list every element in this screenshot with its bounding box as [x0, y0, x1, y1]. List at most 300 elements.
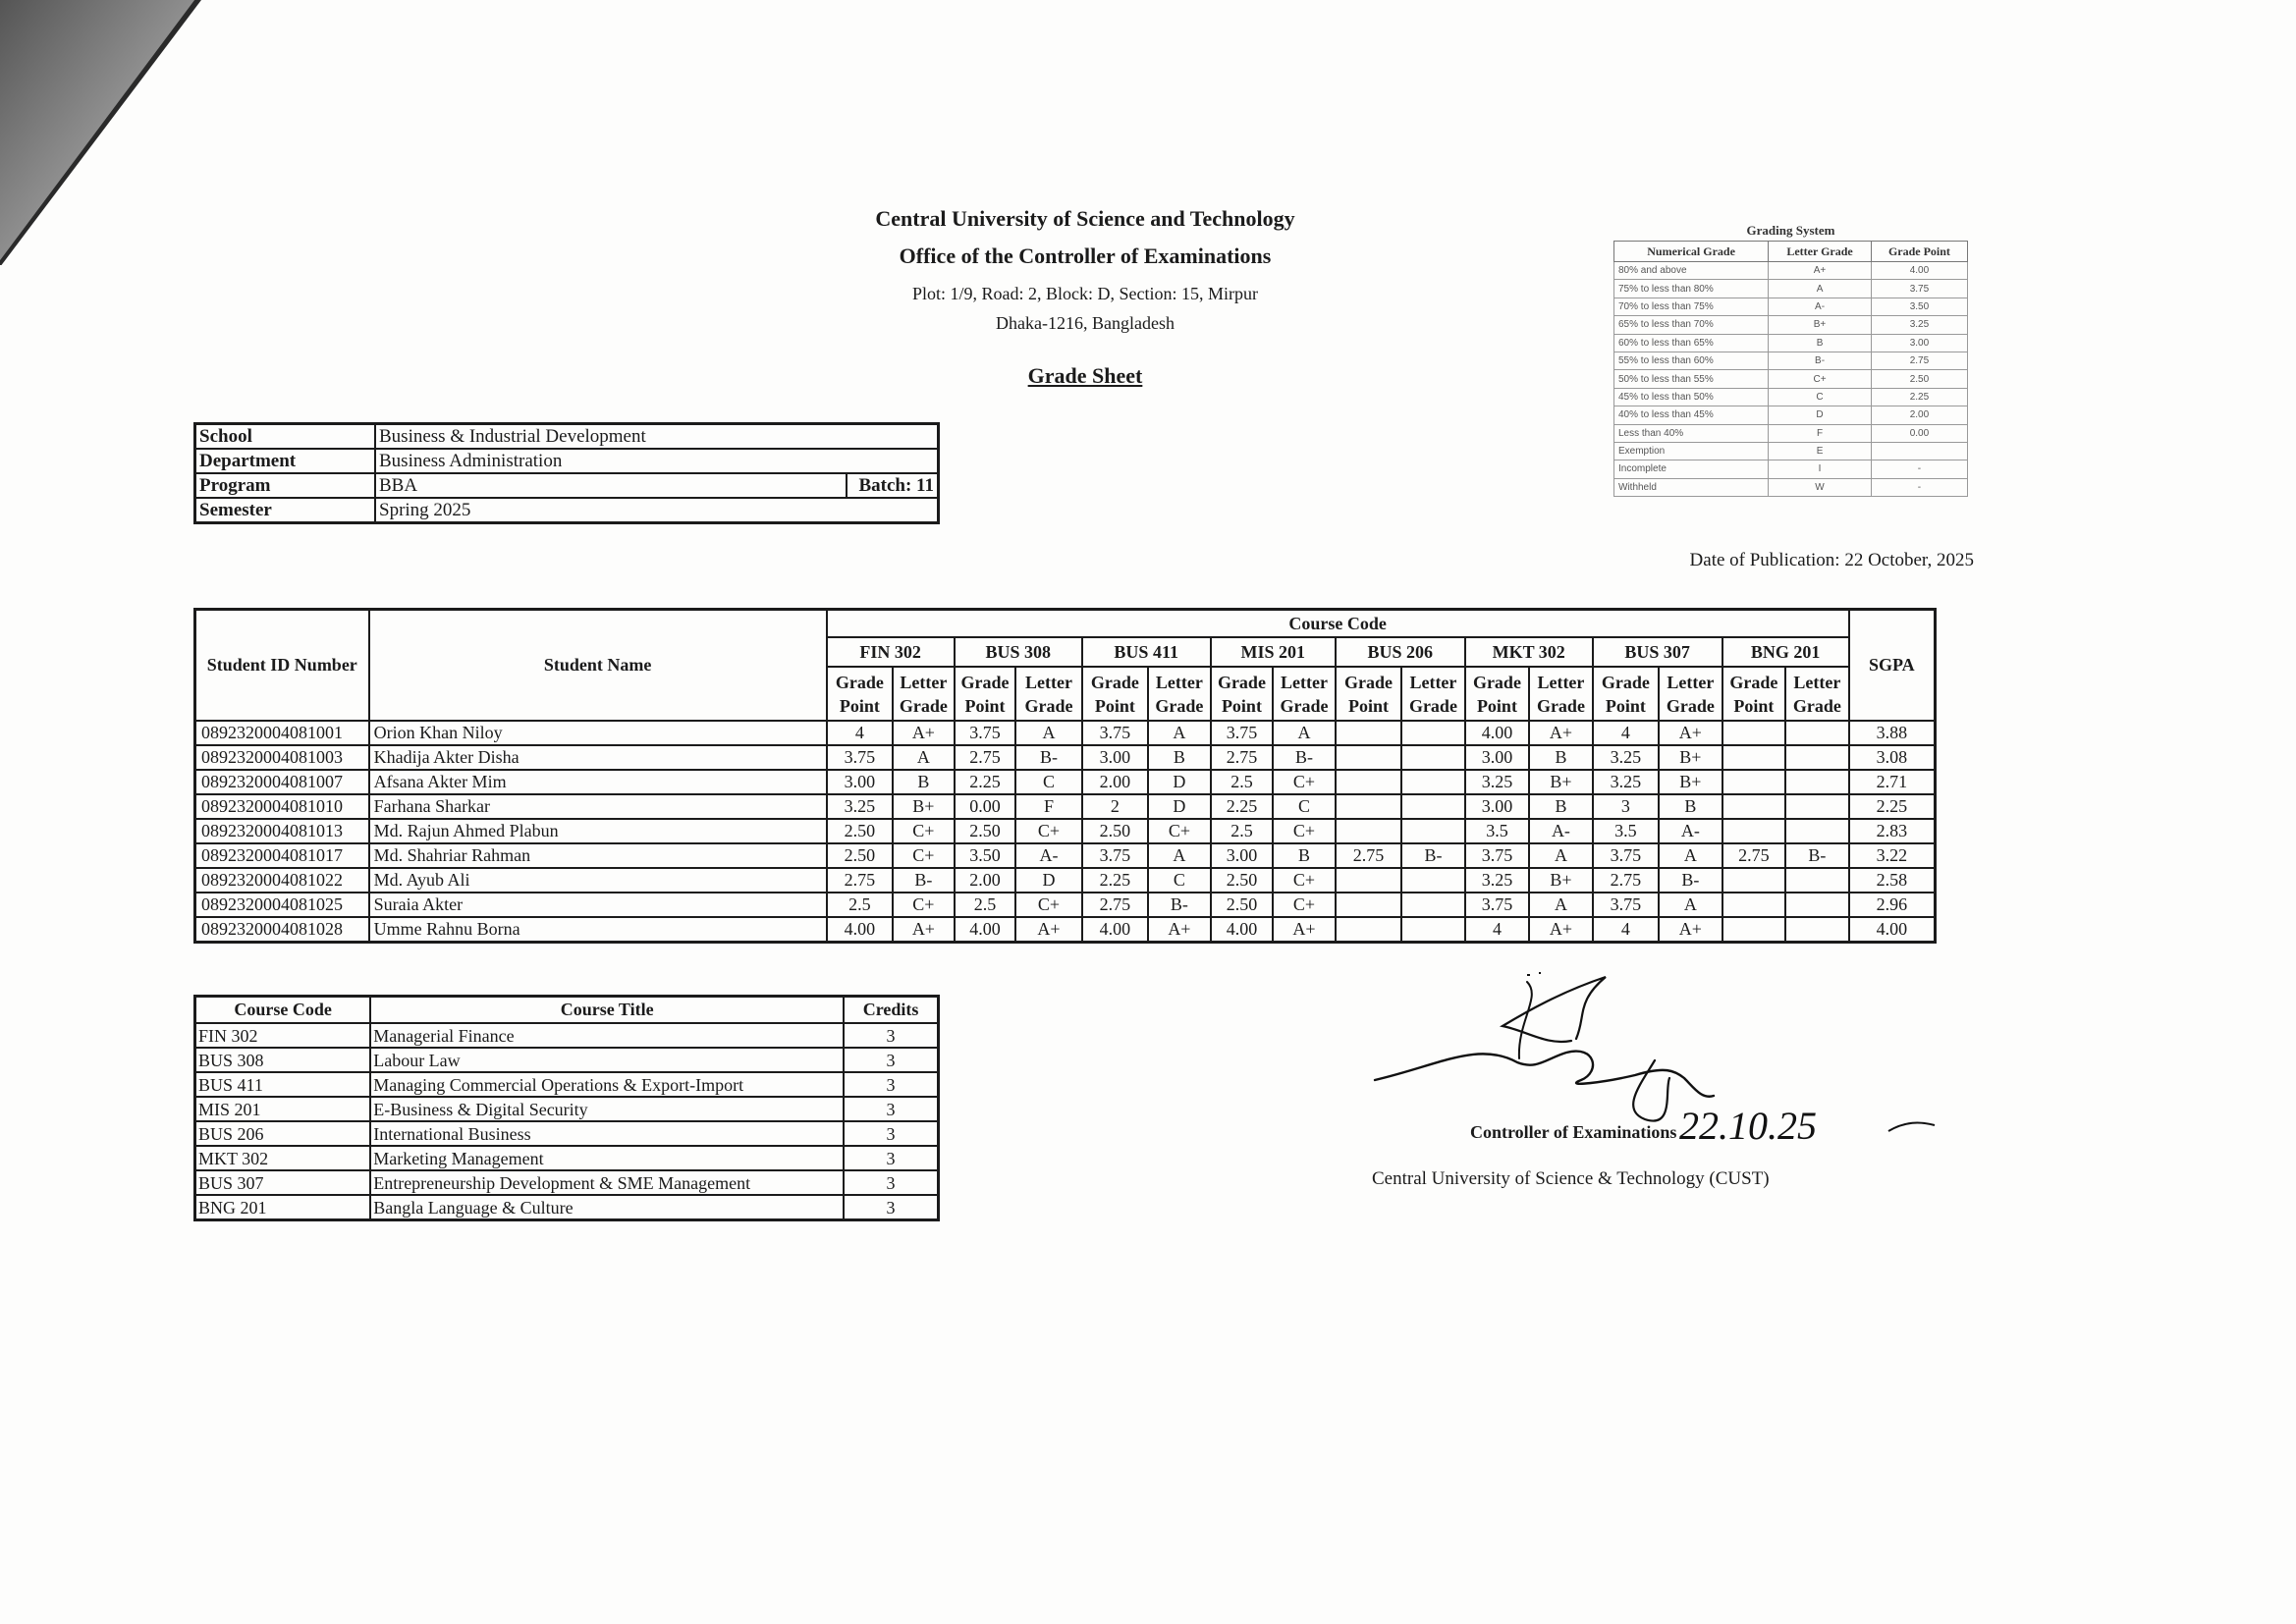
letter-grade-cell: B+: [893, 794, 955, 819]
controller-title: Controller of Examinations: [1470, 1122, 1677, 1142]
course-code: BUS 308: [195, 1048, 371, 1072]
grading-cell: Exemption: [1614, 442, 1769, 460]
grading-system-table: [1613, 241, 1968, 497]
letter-grade-cell: B-: [1659, 868, 1722, 893]
grading-cell: 40% to less than 45%: [1614, 406, 1769, 424]
grade-point-cell: 3.75: [1593, 843, 1659, 868]
department-value: Business Administration: [375, 449, 939, 473]
grade-point-cell: 2.5: [827, 893, 893, 917]
letter-grade-cell: A: [893, 745, 955, 770]
letter-grade-cell: C+: [1148, 819, 1211, 843]
grade-point-cell: [1336, 868, 1401, 893]
letter-grade-cell: C+: [893, 843, 955, 868]
grading-row: [1614, 352, 1968, 369]
grade-point-cell: [1722, 794, 1786, 819]
letter-grade-cell: B+: [1659, 770, 1722, 794]
grading-cell: 2.25: [1871, 388, 1967, 406]
institution-name: Central University of Science & Technology (CUST): [1372, 1168, 1770, 1189]
grade-sheet-title: Grade Sheet: [1027, 363, 1143, 388]
course-header: BUS 206: [1336, 637, 1465, 667]
table-row: [195, 893, 1936, 917]
grade-point-cell: 2.50: [827, 819, 893, 843]
grade-point-cell: 2.75: [955, 745, 1016, 770]
letter-grade-cell: A: [1273, 721, 1336, 745]
publication-date: Date of Publication: 22 October, 2025: [1689, 550, 1974, 570]
grading-cell: Withheld: [1614, 478, 1769, 496]
grading-row: [1614, 478, 1968, 496]
letter-grade-cell: [1785, 868, 1849, 893]
course-title: Entrepreneurship Development & SME Management: [370, 1170, 844, 1195]
letter-grade-cell: [1785, 794, 1849, 819]
letter-grade-cell: C+: [1015, 893, 1081, 917]
grade-point-cell: 2.25: [955, 770, 1016, 794]
letter-grade-cell: [1401, 893, 1465, 917]
grading-cell: 4.00: [1871, 262, 1967, 280]
grading-col-numerical: Numerical Grade: [1614, 242, 1769, 262]
letter-grade-cell: C+: [1273, 893, 1336, 917]
letter-grade-header: Letter Grade: [1148, 667, 1211, 721]
course-header: BNG 201: [1722, 637, 1849, 667]
address-line-1: Plot: 1/9, Road: 2, Block: D, Section: 15, Mirpur: [912, 284, 1258, 303]
course-list-row: [195, 1195, 939, 1220]
letter-grade-header: Letter Grade: [1529, 667, 1593, 721]
grade-point-header: Grade Point: [1082, 667, 1148, 721]
grade-point-cell: [1722, 721, 1786, 745]
grading-cell: 3.50: [1871, 298, 1967, 315]
grade-point-cell: 3.75: [955, 721, 1016, 745]
program-info-table: [193, 422, 940, 524]
grade-point-cell: 3.75: [827, 745, 893, 770]
letter-grade-cell: C: [1273, 794, 1336, 819]
batch-value: Batch: 11: [847, 473, 939, 498]
grading-cell: 50% to less than 55%: [1614, 370, 1769, 388]
letter-grade-cell: A: [1529, 893, 1593, 917]
grading-cell: W: [1769, 478, 1872, 496]
student-name: Md. Ayub Ali: [369, 868, 827, 893]
grading-row: [1614, 388, 1968, 406]
office-name: Office of the Controller of Examinations: [899, 244, 1272, 268]
department-label: Department: [195, 449, 376, 473]
sgpa-cell: 2.58: [1849, 868, 1936, 893]
letter-grade-cell: C: [1148, 868, 1211, 893]
grading-cell: E: [1769, 442, 1872, 460]
grade-point-cell: 3: [1593, 794, 1659, 819]
grade-point-cell: [1336, 893, 1401, 917]
grading-cell: 80% and above: [1614, 262, 1769, 280]
letter-grade-cell: A+: [893, 721, 955, 745]
letter-grade-cell: [1401, 819, 1465, 843]
table-row: [195, 819, 1936, 843]
letter-grade-cell: D: [1015, 868, 1081, 893]
letter-grade-cell: A+: [1273, 917, 1336, 943]
course-list-row: [195, 1097, 939, 1121]
letter-grade-cell: A-: [1529, 819, 1593, 843]
sgpa-cell: 4.00: [1849, 917, 1936, 943]
course-list-row: [195, 1072, 939, 1097]
grade-point-cell: 2.50: [827, 843, 893, 868]
grade-point-cell: 2.75: [1082, 893, 1148, 917]
grade-point-cell: 3.75: [1593, 893, 1659, 917]
student-name: Md. Shahriar Rahman: [369, 843, 827, 868]
grading-row: [1614, 424, 1968, 442]
course-header: MIS 201: [1211, 637, 1336, 667]
grade-point-cell: [1336, 745, 1401, 770]
letter-grade-cell: B-: [1148, 893, 1211, 917]
grading-cell: 3.75: [1871, 280, 1967, 298]
course-list-table: [193, 995, 940, 1221]
course-code: BNG 201: [195, 1195, 371, 1220]
grade-point-cell: 3.00: [1082, 745, 1148, 770]
grade-point-cell: [1722, 770, 1786, 794]
course-header: BUS 308: [955, 637, 1082, 667]
letter-grade-cell: [1785, 721, 1849, 745]
info-row-school: [195, 424, 939, 450]
grade-point-header: Grade Point: [1722, 667, 1786, 721]
student-id: 0892320004081010: [195, 794, 369, 819]
letter-grade-cell: B-: [893, 868, 955, 893]
grading-cell: C: [1769, 388, 1872, 406]
course-list-row: [195, 1023, 939, 1048]
address-line-2: Dhaka-1216, Bangladesh: [996, 313, 1175, 333]
grading-cell: 2.00: [1871, 406, 1967, 424]
grading-cell: -: [1871, 478, 1967, 496]
grading-cell: C+: [1769, 370, 1872, 388]
grading-row: [1614, 442, 1968, 460]
grading-cell: Less than 40%: [1614, 424, 1769, 442]
student-name: Khadija Akter Disha: [369, 745, 827, 770]
letter-grade-cell: B-: [1785, 843, 1849, 868]
grading-cell: 70% to less than 75%: [1614, 298, 1769, 315]
grading-cell: B+: [1769, 316, 1872, 334]
letter-grade-cell: A-: [1659, 819, 1722, 843]
grade-point-cell: 3.00: [1465, 794, 1529, 819]
letter-grade-cell: [1401, 770, 1465, 794]
course-credits: 3: [844, 1072, 938, 1097]
letter-grade-cell: B-: [1401, 843, 1465, 868]
grade-point-cell: 2.00: [1082, 770, 1148, 794]
course-list-header: [195, 997, 939, 1024]
grading-cell: A: [1769, 280, 1872, 298]
info-row-program: [195, 473, 939, 498]
letter-grade-header: Letter Grade: [1273, 667, 1336, 721]
course-code: MIS 201: [195, 1097, 371, 1121]
course-title: Managerial Finance: [370, 1023, 844, 1048]
grade-point-cell: 3.25: [827, 794, 893, 819]
letter-grade-cell: A+: [1529, 917, 1593, 943]
grade-point-cell: [1336, 770, 1401, 794]
grading-cell: A-: [1769, 298, 1872, 315]
student-id: 0892320004081022: [195, 868, 369, 893]
student-id: 0892320004081028: [195, 917, 369, 943]
letter-grade-cell: A: [1659, 843, 1722, 868]
student-name: Afsana Akter Mim: [369, 770, 827, 794]
student-name: Suraia Akter: [369, 893, 827, 917]
grading-cell: A+: [1769, 262, 1872, 280]
letter-grade-header: Letter Grade: [1015, 667, 1081, 721]
course-list-col-title: Course Title: [370, 997, 844, 1024]
letter-grade-cell: [1401, 794, 1465, 819]
course-header: MKT 302: [1465, 637, 1593, 667]
grade-point-cell: 3.25: [1593, 770, 1659, 794]
grading-cell: [1871, 442, 1967, 460]
course-code: BUS 411: [195, 1072, 371, 1097]
letter-grade-cell: A+: [1148, 917, 1211, 943]
table-row: [195, 843, 1936, 868]
grade-point-cell: 2.50: [1211, 893, 1274, 917]
grade-point-cell: [1336, 917, 1401, 943]
grade-point-cell: [1722, 917, 1786, 943]
grading-cell: I: [1769, 460, 1872, 478]
grading-col-point: Grade Point: [1871, 242, 1967, 262]
grade-point-header: Grade Point: [1593, 667, 1659, 721]
course-list-row: [195, 1121, 939, 1146]
table-row: [195, 770, 1936, 794]
student-name: Orion Khan Niloy: [369, 721, 827, 745]
grade-point-cell: 4.00: [1465, 721, 1529, 745]
letter-grade-cell: A-: [1015, 843, 1081, 868]
grade-point-cell: 3.00: [1465, 745, 1529, 770]
course-code: BUS 206: [195, 1121, 371, 1146]
course-list-col-code: Course Code: [195, 997, 371, 1024]
grade-point-cell: [1336, 794, 1401, 819]
letter-grade-cell: [1401, 745, 1465, 770]
letter-grade-cell: A+: [1659, 917, 1722, 943]
grading-cell: 0.00: [1871, 424, 1967, 442]
grade-point-cell: [1722, 819, 1786, 843]
letter-grade-cell: C+: [893, 819, 955, 843]
grade-point-header: Grade Point: [1211, 667, 1274, 721]
grade-point-cell: 3.5: [1465, 819, 1529, 843]
letter-grade-cell: A: [1148, 843, 1211, 868]
grading-cell: B-: [1769, 352, 1872, 369]
grade-point-cell: 3.75: [1211, 721, 1274, 745]
grading-cell: 3.00: [1871, 334, 1967, 352]
grading-system: [1613, 221, 1968, 497]
grade-point-cell: 4.00: [827, 917, 893, 943]
grade-point-cell: 4: [827, 721, 893, 745]
col-student-id: Student ID Number: [195, 610, 369, 722]
letter-grade-cell: D: [1148, 794, 1211, 819]
grade-point-cell: 3.00: [827, 770, 893, 794]
letter-grade-cell: A+: [1659, 721, 1722, 745]
course-list-col-credits: Credits: [844, 997, 938, 1024]
letter-grade-header: Letter Grade: [1785, 667, 1849, 721]
grade-point-cell: 0.00: [955, 794, 1016, 819]
table-row: [195, 794, 1936, 819]
table-row: [195, 745, 1936, 770]
course-credits: 3: [844, 1146, 938, 1170]
col-course-code: Course Code: [827, 610, 1849, 638]
grading-cell: Incomplete: [1614, 460, 1769, 478]
grade-point-cell: 3.75: [1082, 721, 1148, 745]
student-id: 0892320004081007: [195, 770, 369, 794]
grading-col-letter: Letter Grade: [1769, 242, 1872, 262]
student-id: 0892320004081013: [195, 819, 369, 843]
table-row: [195, 917, 1936, 943]
grading-cell: 55% to less than 60%: [1614, 352, 1769, 369]
letter-grade-cell: [1785, 819, 1849, 843]
grade-point-cell: 4.00: [955, 917, 1016, 943]
grade-point-cell: 2.5: [955, 893, 1016, 917]
letter-grade-header: Letter Grade: [893, 667, 955, 721]
grade-point-cell: 2.75: [827, 868, 893, 893]
letter-grade-cell: B-: [1015, 745, 1081, 770]
letter-grade-cell: B: [893, 770, 955, 794]
grading-row: [1614, 316, 1968, 334]
letter-grade-cell: F: [1015, 794, 1081, 819]
letter-grade-cell: C+: [1273, 868, 1336, 893]
grade-point-cell: 4.00: [1211, 917, 1274, 943]
grading-cell: 3.25: [1871, 316, 1967, 334]
grade-point-cell: 3.5: [1593, 819, 1659, 843]
letter-grade-cell: C+: [893, 893, 955, 917]
grade-point-cell: 2.50: [1211, 868, 1274, 893]
letter-grade-cell: A: [1659, 893, 1722, 917]
course-code: BUS 307: [195, 1170, 371, 1195]
grade-point-cell: 2.75: [1211, 745, 1274, 770]
grading-cell: D: [1769, 406, 1872, 424]
sgpa-cell: 2.25: [1849, 794, 1936, 819]
university-name: Central University of Science and Technology: [875, 206, 1295, 231]
program-value: BBA: [375, 473, 847, 498]
grading-row: [1614, 298, 1968, 315]
grade-point-cell: [1336, 721, 1401, 745]
grade-point-cell: [1722, 893, 1786, 917]
course-credits: 3: [844, 1048, 938, 1072]
school-label: School: [195, 424, 376, 450]
grade-point-cell: 3.00: [1211, 843, 1274, 868]
letter-grade-cell: B: [1148, 745, 1211, 770]
student-id: 0892320004081017: [195, 843, 369, 868]
course-title: E-Business & Digital Security: [370, 1097, 844, 1121]
letter-grade-cell: [1401, 917, 1465, 943]
grading-cell: 65% to less than 70%: [1614, 316, 1769, 334]
grade-point-cell: 4: [1593, 721, 1659, 745]
sgpa-cell: 3.88: [1849, 721, 1936, 745]
letter-grade-cell: B: [1529, 794, 1593, 819]
course-credits: 3: [844, 1121, 938, 1146]
info-row-semester: [195, 498, 939, 523]
grade-point-cell: 4: [1593, 917, 1659, 943]
grade-point-cell: [1722, 745, 1786, 770]
grading-cell: -: [1871, 460, 1967, 478]
letter-grade-header: Letter Grade: [1401, 667, 1465, 721]
grading-cell: F: [1769, 424, 1872, 442]
grading-row: [1614, 262, 1968, 280]
grade-point-cell: 2.50: [955, 819, 1016, 843]
course-list-row: [195, 1146, 939, 1170]
table-row: [195, 721, 1936, 745]
course-title: International Business: [370, 1121, 844, 1146]
letter-grade-cell: B-: [1273, 745, 1336, 770]
grade-point-cell: [1336, 819, 1401, 843]
grade-point-cell: 2.00: [955, 868, 1016, 893]
letter-grade-cell: C: [1015, 770, 1081, 794]
grading-row: [1614, 370, 1968, 388]
letter-grade-cell: A: [1148, 721, 1211, 745]
letter-grade-cell: D: [1148, 770, 1211, 794]
grade-point-cell: [1722, 868, 1786, 893]
grade-point-cell: 2.5: [1211, 770, 1274, 794]
grading-row: [1614, 406, 1968, 424]
student-name: Farhana Sharkar: [369, 794, 827, 819]
grade-point-cell: 2.50: [1082, 819, 1148, 843]
grade-point-cell: 3.25: [1593, 745, 1659, 770]
grading-system-title: Grading System: [1746, 223, 1835, 238]
grade-table: [193, 608, 1937, 944]
grade-point-cell: 3.75: [1465, 843, 1529, 868]
school-value: Business & Industrial Development: [375, 424, 939, 450]
semester-label: Semester: [195, 498, 376, 523]
student-id: 0892320004081001: [195, 721, 369, 745]
course-header: BUS 411: [1082, 637, 1211, 667]
grade-point-cell: 3.25: [1465, 770, 1529, 794]
letter-grade-cell: B: [1659, 794, 1722, 819]
grade-point-cell: 2: [1082, 794, 1148, 819]
grade-point-cell: 2.5: [1211, 819, 1274, 843]
letter-grade-cell: [1401, 868, 1465, 893]
grade-point-cell: 2.25: [1082, 868, 1148, 893]
grading-cell: B: [1769, 334, 1872, 352]
col-student-name: Student Name: [369, 610, 827, 722]
letter-grade-cell: [1785, 745, 1849, 770]
letter-grade-cell: A+: [893, 917, 955, 943]
grade-header-row-1: [195, 610, 1936, 638]
sgpa-cell: 2.96: [1849, 893, 1936, 917]
course-credits: 3: [844, 1170, 938, 1195]
grade-point-cell: 2.75: [1336, 843, 1401, 868]
course-header: BUS 307: [1593, 637, 1722, 667]
course-list-row: [195, 1170, 939, 1195]
grading-cell: 2.50: [1871, 370, 1967, 388]
letter-grade-cell: A+: [1015, 917, 1081, 943]
letter-grade-cell: C+: [1273, 770, 1336, 794]
handwritten-date: 22.10.25: [1679, 1104, 1817, 1148]
sgpa-cell: 3.08: [1849, 745, 1936, 770]
course-credits: 3: [844, 1195, 938, 1220]
course-code: MKT 302: [195, 1146, 371, 1170]
letter-grade-cell: [1401, 721, 1465, 745]
course-credits: 3: [844, 1023, 938, 1048]
letter-grade-header: Letter Grade: [1659, 667, 1722, 721]
grading-row: [1614, 334, 1968, 352]
grading-cell: 2.75: [1871, 352, 1967, 369]
semester-value: Spring 2025: [375, 498, 939, 523]
course-title: Labour Law: [370, 1048, 844, 1072]
program-label: Program: [195, 473, 376, 498]
table-row: [195, 868, 1936, 893]
student-name: Umme Rahnu Borna: [369, 917, 827, 943]
student-id: 0892320004081025: [195, 893, 369, 917]
letter-grade-cell: A: [1015, 721, 1081, 745]
grade-point-cell: 3.75: [1465, 893, 1529, 917]
grade-point-cell: 3.75: [1082, 843, 1148, 868]
grade-point-cell: 2.75: [1593, 868, 1659, 893]
grade-point-cell: 3.25: [1465, 868, 1529, 893]
grade-point-cell: 3.50: [955, 843, 1016, 868]
col-sgpa: SGPA: [1849, 610, 1936, 722]
grade-point-cell: 2.25: [1211, 794, 1274, 819]
letter-grade-cell: C+: [1015, 819, 1081, 843]
course-title: Marketing Management: [370, 1146, 844, 1170]
sgpa-cell: 2.71: [1849, 770, 1936, 794]
letter-grade-cell: C+: [1273, 819, 1336, 843]
course-title: Bangla Language & Culture: [370, 1195, 844, 1220]
scan-corner-shadow: [0, 0, 211, 265]
grade-point-cell: 4: [1465, 917, 1529, 943]
sgpa-cell: 2.83: [1849, 819, 1936, 843]
letter-grade-cell: [1785, 770, 1849, 794]
